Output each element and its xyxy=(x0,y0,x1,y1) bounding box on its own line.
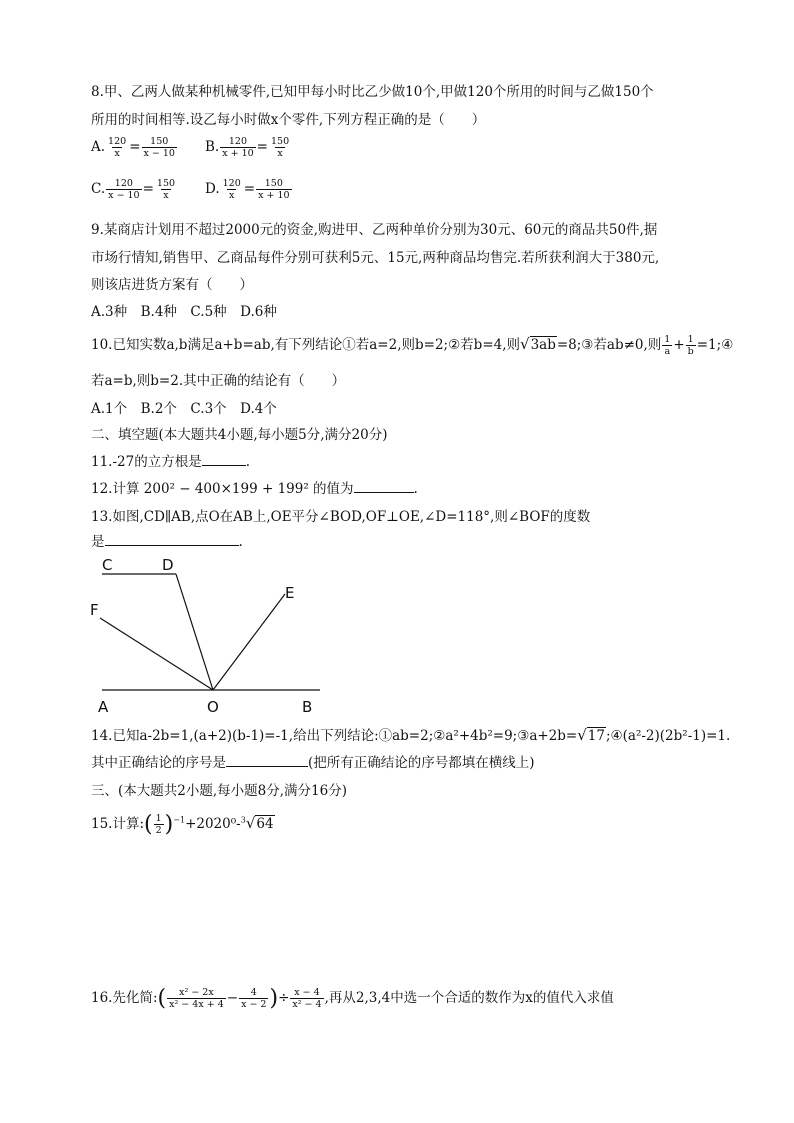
q13-line2: 是 . xyxy=(91,534,243,550)
q9-line1: 9.某商店计划用不超过2000元的资金,购进甲、乙两种单价分别为30元、60元的商品共50件,据 xyxy=(91,222,658,238)
q16: 16.先化简:( $\frac{\text{x² − 2x}}{\text{x² − 4x + 4}}$ − $\frac{4}{x - 2}$ )÷ $\frac{x - 4}{\text{x² − 4}}$ ,再从2,3,4中选一个合适的数作为x的值代入求值 xyxy=(91,986,614,1011)
q10-options: A.1个 B.2个 C.3个 D.4个 xyxy=(91,401,277,417)
q10-line1: 10.已知实数a,b满足a+b=ab,有下列结论①若a=2,则b=2;②若b=4,则√3ab=8;③若ab≠0,则 $\frac{1}{a}$ + $\frac{1}{b}$ =1;④ xyxy=(91,334,734,357)
q13-line1: 13.如图,CD∥AB,点O在AB上,OE平分∠BOD,OF⊥OE,∠D=118°,则∠BOF的度数 xyxy=(91,509,591,525)
label-o: O xyxy=(207,698,219,716)
q14-line2: 其中正确结论的序号是 (把所有正确结论的序号都填在横线上) xyxy=(91,755,535,771)
q14-line1: 14.已知a-2b=1,(a+2)(b-1)=-1,给出下列结论:①ab=2;②a²+4b²=9;③a+2b=√17;④(a²-2)(2b²-1)=1. xyxy=(91,726,731,744)
q9-line2: 市场行情知,销售甲、乙商品每件分别可获利5元、15元,两种商品均售完.若所获利润大于380元, xyxy=(91,250,660,266)
label-b: B xyxy=(302,698,313,716)
label-e: E xyxy=(285,584,295,602)
q11-answer-blank[interactable] xyxy=(202,453,246,466)
q8-option-c: C. $\frac{120}{x - 10}$ = $\frac{150}{x}$ xyxy=(91,178,176,201)
section-3-heading: 三、(本大题共2小题,每小题8分,满分16分) xyxy=(91,783,347,799)
label-f: F xyxy=(90,601,99,619)
label-d: D xyxy=(162,556,174,574)
segment-do xyxy=(176,574,213,690)
q8-option-b: B. $\frac{120}{x + 10}$ = $\frac{150}{x}$ xyxy=(205,136,290,159)
q8-line2: 所用的时间相等.设乙每小时做x个零件,下列方程正确的是（ ） xyxy=(91,112,486,128)
q13-geometry-figure xyxy=(80,550,340,720)
q9-line3: 则该店进货方案有（ ） xyxy=(91,277,253,293)
label-c: C xyxy=(102,556,113,574)
segment-oe xyxy=(213,594,285,690)
q8-option-a: A. $\frac{120}{x}$ = $\frac{150}{x - 10}$ xyxy=(91,136,175,159)
q8-option-d: D. $\frac{120}{x}$ = $\frac{150}{x + 10}$ xyxy=(205,178,290,201)
q12: 12.计算 200² − 400×199 + 199² 的值为 . xyxy=(91,481,418,497)
q10-line2: 若a=b,则b=2.其中正确的结论有（ ） xyxy=(91,373,346,389)
label-a: A xyxy=(98,698,109,716)
q12-answer-blank[interactable] xyxy=(354,480,414,493)
q15: 15.计算:( $\frac{1}{2}$ )$^{-1}$+2020⁰-$^3$√64 xyxy=(91,812,274,837)
section-2-heading: 二、填空题(本大题共4小题,每小题5分,满分20分) xyxy=(91,427,388,443)
q8-line1: 8.甲、乙两人做某种机械零件,已知甲每小时比乙少做10个,甲做120个所用的时间与乙做150个 xyxy=(91,84,654,100)
q9-options: A.3种 B.4种 C.5种 D.6种 xyxy=(91,304,277,320)
q14-answer-blank[interactable] xyxy=(226,754,308,767)
q11: 11.-27的立方根是 . xyxy=(91,454,251,470)
q13-answer-blank[interactable] xyxy=(105,533,239,546)
segment-of xyxy=(100,618,213,690)
